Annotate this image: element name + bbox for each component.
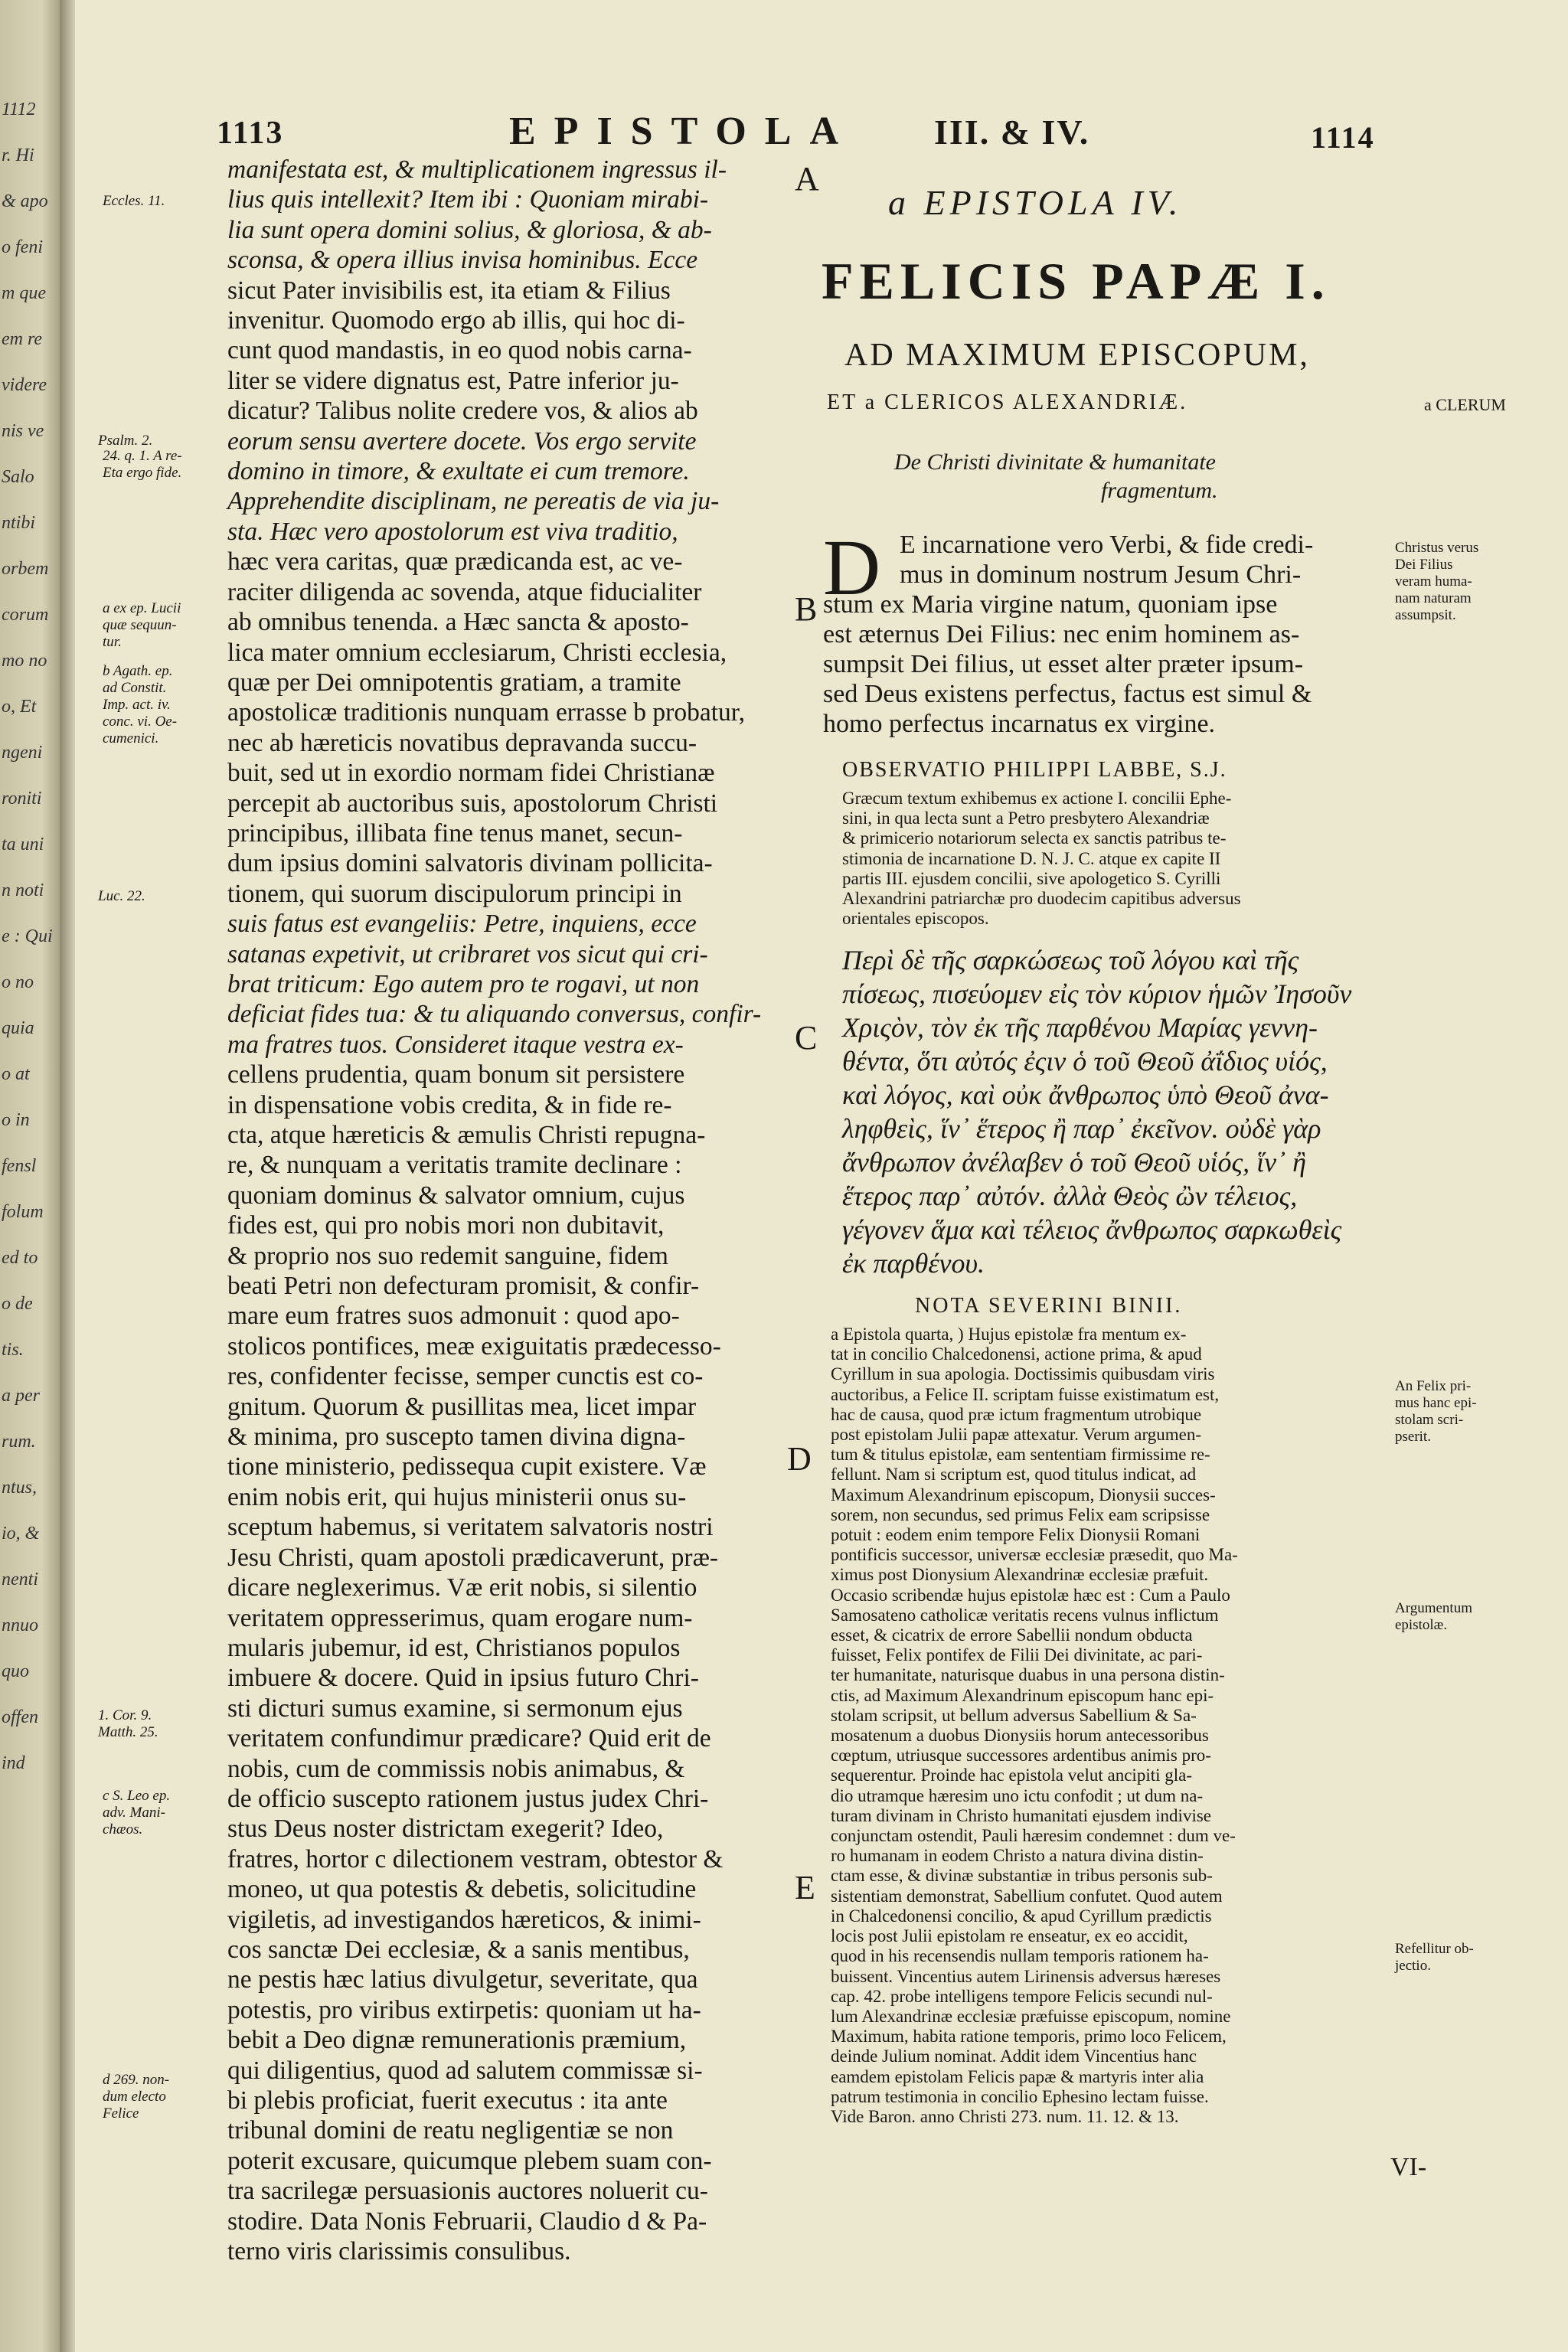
right-body-line: homo perfectus incarnatus ex virgine. [823, 710, 1216, 738]
left-column-line: dicatur? Talibus nolite credere vos, & alios ab [227, 397, 698, 426]
left-column-line: mularis jubemur, id est, Christianos populos [227, 1633, 681, 1662]
greek-line: θέντα, ὅτι αὐτός ἐςιν ὁ τοῦ Θεοῦ ἀΐδιος υἱός, [842, 1046, 1328, 1076]
nota-heading: NOTA SEVERINI BINII. [915, 1294, 1183, 1318]
left-column-line: bi plebis proficiat, fuerit executus : ita ante [227, 2086, 668, 2115]
left-margin-note: Psalm. 2. [98, 433, 153, 449]
left-margin-note: b Agath. ep. ad Constit. Imp. act. iv. conc. vi. Oe- cumenici. [103, 663, 178, 746]
left-column-line: sicut Pater invisibilis est, ita etiam & Filius [227, 276, 671, 305]
prev-page-fragment: ntibi [2, 513, 36, 533]
nota-line: tat in concilio Chalcedonensi, actione prima, & apud [831, 1344, 1202, 1364]
greek-line: ἕτερος παρ᾽ αὐτόν. ἀλλὰ Θεὸς ὢν τέλειος, [842, 1181, 1298, 1211]
left-column-line: cellens prudentia, quam bonum sit persistere [227, 1060, 685, 1089]
prev-page-fragment: nnuo [2, 1615, 38, 1635]
prev-page-fragment: e : Qui [2, 926, 53, 946]
nota-line: ctam esse, & divinæ substantiæ in tribus personis sub- [831, 1866, 1213, 1886]
prev-page-fragment: o in [2, 1110, 30, 1130]
nota-line: mosatenum a duobus Dionysiis horum antecessoribus [831, 1726, 1209, 1746]
left-column-line: in dispensatione vobis credita, & in fide re- [227, 1090, 672, 1119]
nota-line: Samosateno catholicæ veritatis recens vulnus inflictum [831, 1605, 1219, 1625]
left-column-line: quæ per Dei omnipotentis gratiam, a tramite [227, 668, 681, 697]
left-column-line: poterit excusare, quicumque plebem suam con- [227, 2146, 712, 2175]
left-column-line: bebit a Deo dignæ remunerationis præmium, [227, 2026, 687, 2055]
left-column-line: hæc vera caritas, quæ prædicanda est, ac ve- [227, 547, 683, 577]
left-column-line: principibus, illibata fine tenus manet, secun- [227, 818, 683, 848]
left-column-line: stolicos pontifices, meæ exiguitatis prædecesso- [227, 1331, 721, 1361]
left-column-line: apostolicæ traditionis nunquam errasse b probatur, [227, 698, 745, 727]
nota-line: cap. 42. probe intelligens tempore Felicis secundi nul- [831, 1986, 1213, 2006]
nota-line: potuit : eodem enim tempore Felix Dionysii Romani [831, 1525, 1200, 1545]
prev-page-fragment: a per [2, 1386, 40, 1406]
nota-line: ro humanam in eodem Christo a natura divina distin- [831, 1846, 1204, 1866]
nota-line: ximus post Dionysium Alexandrinæ ecclesiæ præfuit. [831, 1565, 1209, 1585]
nota-line: locis post Julii epistolam re enseatur, ex eo accidit, [831, 1926, 1188, 1946]
left-column-line: stus Deus noster districtam exegerit? Ideo, [227, 1815, 664, 1844]
greek-line: καὶ λόγος, καὶ οὐκ ἄνθρωπος ὑπὸ Θεοῦ ἀνα- [842, 1080, 1329, 1110]
left-column-line: brat triticum: Ego autem pro te rogavi, ut non [227, 969, 700, 998]
left-margin-note: d 269. non- dum electo Felice [103, 2072, 170, 2122]
nota-line: Cyrillum in sua apologia. Doctissimis quibusdam viris [831, 1364, 1215, 1384]
left-column-line: invenitur. Quomodo ergo ab illis, qui hoc di- [227, 306, 685, 335]
prev-page-fragment: r. Hi [2, 145, 34, 165]
left-column-line: sti dicturi sumus examine, si sermonum ejus [227, 1694, 683, 1723]
nota-line: in Chalcedonensi concilio, & apud Cyrillum prædictis [831, 1906, 1212, 1926]
running-title: EPISTOLA [509, 109, 858, 153]
left-column-line: veritatem confundimur prædicare? Quid erit de [227, 1724, 711, 1753]
observatio-line: stimonia de incarnatione D. N. J. C. atque ex capite II [842, 848, 1221, 868]
left-column-line: stodire. Data Nonis Februarii, Claudio d & Pa- [227, 2207, 707, 2236]
left-margin-note: 24. q. 1. A re- Eta ergo fide. [103, 448, 182, 481]
prev-page-fragment: Salo [2, 467, 34, 487]
nota-line: hac de causa, quod præ ictum fragmentum utrobique [831, 1404, 1202, 1424]
prev-page-fragment: o, Et [2, 697, 37, 717]
left-column-line: sconsa, & opera illius invisa hominibus. Ecce [227, 246, 698, 275]
nota-line: lum Alexandrinæ ecclesiæ præfuisse episcopum, nomine [831, 2006, 1231, 2026]
left-column-line: Jesu Christi, quam apostoli prædicaverunt, præ- [227, 1543, 719, 1572]
observatio-line: partis III. ejusdem concilii, sive apologetico S. Cyrilli [842, 868, 1221, 888]
nota-line: stolam scripsit, ut bellum adversus Sabellium & Sa- [831, 1705, 1197, 1725]
left-column-line: suis fatus est evangeliis: Petre, inquiens, ecce [227, 910, 697, 939]
running-title-epistles: III. & IV. [934, 113, 1090, 152]
prev-page-fragment: videre [2, 375, 47, 395]
page-number-right: 1114 [1311, 120, 1375, 155]
left-column-line: qui diligentius, quod ad salutem commissæ si- [227, 2056, 703, 2085]
left-column-line: manifestata est, & multiplicationem ingressus il- [227, 155, 727, 184]
left-column-line: dum ipsius domini salvatoris divinam pollicita- [227, 849, 713, 878]
right-body-line: sumpsit Dei filius, ut esset alter præter ipsum- [823, 650, 1304, 678]
prev-page-fragment: nis ve [2, 421, 44, 441]
addressee-clergy: ET a CLERICOS ALEXANDRIÆ. [827, 390, 1188, 414]
left-column-line: mare eum fratres suos admonuit : quod apo- [227, 1302, 680, 1331]
nota-line: auctoribus, a Felice II. scriptam fuisse existimatum est, [831, 1384, 1220, 1404]
catchword: VI- [1390, 2153, 1427, 2181]
nota-line: eamdem epistolam Felicis papæ & martyris inter alia [831, 2066, 1204, 2086]
section-letter: D [787, 1440, 812, 1478]
epistle-title: FELICIS PAPÆ I. [822, 252, 1331, 310]
prev-page-fragment: offen [2, 1707, 38, 1727]
prev-page-fragment: orbem [2, 559, 49, 579]
nota-line: sorem, non secundus, sed primus Felix eam scripsisse [831, 1504, 1210, 1524]
observatio-line: orientales episcopos. [842, 909, 989, 929]
left-column-line: dicare neglexerimus. Væ erit nobis, si silentio [227, 1573, 697, 1602]
nota-line: ter humanitate, naturisque duabus in una persona distin- [831, 1665, 1225, 1685]
left-column-line: Apprehendite disciplinam, ne pereatis de via ju- [227, 487, 720, 516]
previous-page-edge [0, 0, 60, 2352]
observatio-heading: OBSERVATIO PHILIPPI LABBE, S.J. [842, 758, 1227, 782]
prev-page-fragment: o no [2, 972, 34, 992]
subject-line-1: De Christi divinitate & humanitate [894, 449, 1216, 475]
left-text-column [227, 155, 761, 2266]
left-column-line: & proprio nos suo redemit sanguine, fidem [227, 1241, 668, 1270]
left-column-line: re, & nunquam a veritatis tramite declinare : [227, 1151, 682, 1180]
nota-line: Vide Baron. anno Christi 273. num. 11. 12. & 13. [831, 2106, 1179, 2126]
left-column-line: deficiat fides tua: & tu aliquando conversus, confir- [227, 1000, 762, 1029]
prev-page-fragment: fensl [2, 1156, 37, 1176]
left-margin-note: c S. Leo ep. adv. Mani- chæos. [103, 1788, 171, 1838]
right-margin-note: Christus verus Dei Filius veram huma- nam naturam assumpsit. [1395, 540, 1479, 623]
page-number-left: 1113 [217, 116, 284, 151]
epistle-number: a EPISTOLA IV. [888, 183, 1183, 222]
prev-page-fragment: quo [2, 1661, 29, 1681]
left-column-line: cta, atque hæreticis & æmulis Christi repugna- [227, 1121, 706, 1149]
prev-page-fragment: mo no [2, 651, 47, 671]
left-column-line: potestis, pro viribus extirpetis: quoniam ut ha- [227, 1995, 701, 2024]
prev-page-fragment: folum [2, 1202, 44, 1222]
left-column-line: terno viris clarissimis consulibus. [227, 2237, 571, 2266]
left-column-line: moneo, ut qua potestis & debetis, solicitudine [227, 1875, 697, 1904]
left-margin-note: a ex ep. Lucii quæ sequun- tur. [103, 600, 181, 650]
section-letter: B [795, 590, 818, 628]
right-margin-note: Refellitur ob- jectio. [1395, 1941, 1474, 1974]
left-column-line: veritatem oppresserimus, quam erogare num- [227, 1603, 693, 1632]
left-column-line: sta. Hæc vero apostolorum est viva traditio, [227, 517, 678, 546]
prev-page-fragment: ed to [2, 1248, 38, 1268]
left-column-line: res, confidenter fecisse, semper cunctis est co- [227, 1362, 704, 1391]
prev-page-fragment: o de [2, 1294, 33, 1314]
left-column-line: sceptum habemus, si veritatem salvatoris nostri [227, 1513, 714, 1542]
observatio-line: Græcum textum exhibemus ex actione I. concilii Ephe- [842, 789, 1232, 808]
prev-page-fragment: n noti [2, 880, 44, 900]
right-body-opening-line: mus in dominum nostrum Jesum Chri- [900, 560, 1302, 589]
left-column-line: tra sacrilegæ persuasionis auctores noluerit cu- [227, 2177, 708, 2206]
nota-line: Maximum Alexandrinum episcopum, Dionysii succes- [831, 1485, 1216, 1504]
right-body-opening [900, 530, 1313, 590]
left-column-line: raciter diligenda ac sovenda, atque fiducialiter [227, 577, 702, 606]
prev-page-fragment: ind [2, 1753, 25, 1773]
prev-page-fragment: nenti [2, 1570, 38, 1589]
section-letter: A [795, 160, 819, 198]
left-column-line: beati Petri non defecturam promisit, & confir- [227, 1272, 700, 1301]
clerum-note: a CLERUM [1424, 395, 1506, 414]
prev-page-fragment: m que [2, 283, 46, 303]
observatio-text [842, 789, 1241, 929]
left-column-line: nobis, cum de commissis nobis animabus, & [227, 1754, 685, 1783]
right-body-line: sed Deus existens perfectus, factus est simul & [823, 680, 1312, 708]
greek-line: Χριςὸν, τὸν ἐκ τῆς παρθένου Μαρίας γεννη- [842, 1012, 1318, 1043]
observatio-line: Alexandrini patriarchæ pro duodecim capitibus adversus [842, 889, 1241, 909]
nota-line: ctis, ad Maximum Alexandrinum episcopum hanc epi- [831, 1685, 1214, 1705]
nota-line: pontificis successor, universæ ecclesiæ præsedit, quo Ma- [831, 1545, 1238, 1565]
prev-page-fragment: quia [2, 1018, 34, 1038]
left-column-line: & minima, pro suscepto tamen divina digna- [227, 1423, 686, 1452]
observatio-line: sini, in qua lecta sunt a Petro presbytero Alexandriæ [842, 808, 1210, 828]
left-column-line: enim nobis erit, qui hujus ministerii onus su- [227, 1482, 687, 1511]
prev-page-fragment: ta uni [2, 835, 44, 854]
prev-page-fragment: corum [2, 605, 49, 625]
left-column-line: eorum sensu avertere docete. Vos ergo servite [227, 426, 697, 456]
section-letter: E [795, 1869, 815, 1906]
addressee: AD MAXIMUM EPISCOPUM, [844, 338, 1310, 373]
nota-line: tum & titulus epistolæ, eam sententiam firmissime re- [831, 1445, 1210, 1465]
left-column-line: ne pestis hæc latius divulgetur, severitate, qua [227, 1965, 698, 1994]
page-gutter [60, 0, 75, 2352]
right-margin-note: Argumentum epistolæ. [1395, 1600, 1472, 1633]
left-column-line: lia sunt opera domini solius, & gloriosa, & ab- [227, 215, 712, 244]
nota-line: fuisset, Felix pontifex de Filii Dei divinitate, ac pari- [831, 1645, 1203, 1665]
nota-line: quod in his recensendis nullam temporis rationem ha- [831, 1946, 1209, 1966]
right-body-line: stum ex Maria virgine natum, quoniam ipse [823, 590, 1278, 619]
left-column-line: liter se videre dignatus est, Patre inferior ju- [227, 366, 679, 395]
left-column-line: tionem, qui suorum discipulorum principi in [227, 879, 682, 908]
left-column-line: buit, sed ut in exordio normam fidei Christianæ [227, 759, 715, 788]
prev-page-fragment: ngeni [2, 743, 43, 763]
left-column-line: tione ministerio, pedissequa cupit existere. Væ [227, 1452, 707, 1481]
nota-line: turam divinam in Christo humanitati ejusdem indivise [831, 1805, 1211, 1825]
prev-page-fragment: rum. [2, 1432, 36, 1452]
prev-page-fragment: tis. [2, 1340, 24, 1360]
left-column-line: domino in timore, & exultate ei cum tremore. [227, 457, 690, 486]
prev-page-fragment: o at [2, 1064, 30, 1084]
nota-line: post epistolam Julii papæ attexatur. Verum argumen- [831, 1425, 1201, 1445]
section-letter: C [795, 1019, 818, 1057]
drop-cap: D [823, 524, 881, 612]
nota-line: cœptum, utriusque successores ardentibus animis pro- [831, 1746, 1211, 1766]
nota-line: fellunt. Nam si scriptum est, quod titulus indicat, ad [831, 1465, 1197, 1485]
left-column-line: percepit ab auctoribus suis, apostolorum Christi [227, 789, 718, 818]
observatio-line: & primicerio notariorum selecta ex sanctis patribus te- [842, 828, 1227, 848]
left-column-line: lius quis intellexit? Item ibi : Quoniam mirabi- [227, 185, 709, 214]
greek-line: ἐκ παρθένου. [842, 1248, 985, 1279]
left-column-line: lica mater omnium ecclesiarum, Christi ecclesia, [227, 638, 727, 667]
left-column-line: quoniam dominus & salvator omnium, cujus [227, 1181, 685, 1210]
nota-line: a Epistola quarta, ) Hujus epistolæ fra mentum ex- [831, 1325, 1187, 1344]
right-body-text [823, 590, 1312, 739]
left-column-line: cos sanctæ Dei ecclesiæ, & a sanis mentibus, [227, 1935, 690, 1964]
nota-line: deinde Julium nominat. Addit idem Vincentius hanc [831, 2047, 1197, 2066]
nota-line: esset, & cicatrix de errore Sabellii nondum obducta [831, 1625, 1193, 1645]
nota-text [831, 1325, 1238, 2127]
left-column-line: gnitum. Quorum & pusillitas mea, licet impar [227, 1392, 697, 1421]
left-margin-note: Luc. 22. [98, 888, 145, 904]
nota-line: dio utramque hæresim uno ictu confodit ; ut dum na- [831, 1785, 1204, 1805]
left-column-line: nec ab hæreticis novatibus depravanda succu- [227, 728, 697, 757]
left-column-line: de officio suscepto rationem justus judex Chri- [227, 1784, 709, 1813]
left-column-line: ma fratres tuos. Consideret itaque vestra ex- [227, 1030, 684, 1059]
prev-page-fragment: em re [2, 329, 43, 349]
greek-text [842, 943, 1351, 1280]
left-column-line: ab omnibus tenenda. a Hæc sancta & aposto- [227, 608, 689, 637]
nota-line: sequerentur. Proinde hac epistola velut ancipiti gla- [831, 1766, 1192, 1785]
left-column-line: vigiletis, ad investigandos hæreticos, & inimi- [227, 1905, 701, 1934]
nota-line: conjunctam ostendit, Pauli hæresim condemnet : dum ve- [831, 1826, 1236, 1846]
left-column-line: cunt quod mandastis, in eo quod nobis carna- [227, 336, 692, 365]
subject-line-2: fragmentum. [1101, 478, 1218, 503]
left-column-line: imbuere & docere. Quid in ipsius futuro Chri- [227, 1664, 699, 1693]
left-column-line: satanas expetivit, ut cribraret vos sicut qui cri- [227, 939, 708, 969]
nota-line: Maximum, habita ratione temporis, primo loco Felicem, [831, 2027, 1227, 2047]
right-margin-note: An Felix pri- mus hanc epi- stolam scri- pserit. [1395, 1378, 1477, 1445]
left-column-line: fratres, hortor c dilectionem vestram, obtestor & [227, 1844, 724, 1873]
left-column-line: tribunal domini de reatu negligentiæ se non [227, 2116, 674, 2145]
greek-line: γέγονεν ἅμα καὶ τέλειος ἄνθρωπος σαρκωθεὶς [842, 1214, 1342, 1245]
prev-page-fragment: o feni [2, 237, 43, 257]
prev-page-fragment: roniti [2, 789, 42, 808]
greek-line: ἄνθρωπον ἀνέλαβεν ὁ τοῦ Θεοῦ υἱός, ἵν᾽ ἢ [842, 1147, 1306, 1178]
right-body-line: est æternus Dei Filius: nec enim hominem as- [823, 620, 1300, 648]
left-margin-note: Eccles. 11. [103, 193, 165, 209]
right-body-opening-line: E incarnatione vero Verbi, & fide credi- [900, 531, 1314, 559]
greek-line: ληφθεὶς, ἵν᾽ ἕτερος ἢ παρ᾽ ἐκεῖνον. οὐδὲ γὰρ [842, 1113, 1321, 1144]
prev-page-fragment: 1112 [2, 100, 36, 119]
left-margin-note: 1. Cor. 9. Matth. 25. [98, 1707, 158, 1740]
nota-line: sistentiam demonstrat, Sabellium confutet. Quod autem [831, 1886, 1223, 1906]
left-column-line: fides est, qui pro nobis mori non dubitavit, [227, 1211, 665, 1240]
nota-line: Occasio scribendæ hujus epistolæ hæc est : Cum a Paulo [831, 1585, 1230, 1605]
nota-line: patrum testimonia in concilio Ephesino lectam fuisse. [831, 2086, 1209, 2106]
greek-line: Περὶ δὲ τῆς σαρκώσεως τοῦ λόγου καὶ τῆς [842, 945, 1299, 975]
greek-line: πίσεως, πισεύομεν εἰς τὸν κύριον ἡμῶν Ἰησοῦν [842, 978, 1352, 1009]
nota-line: buissent. Vincentius autem Lirinensis adversus hæreses [831, 1966, 1221, 1986]
prev-page-fragment: io, & [2, 1524, 40, 1544]
prev-page-fragment: & apo [2, 191, 48, 211]
prev-page-fragment: ntus, [2, 1478, 38, 1498]
